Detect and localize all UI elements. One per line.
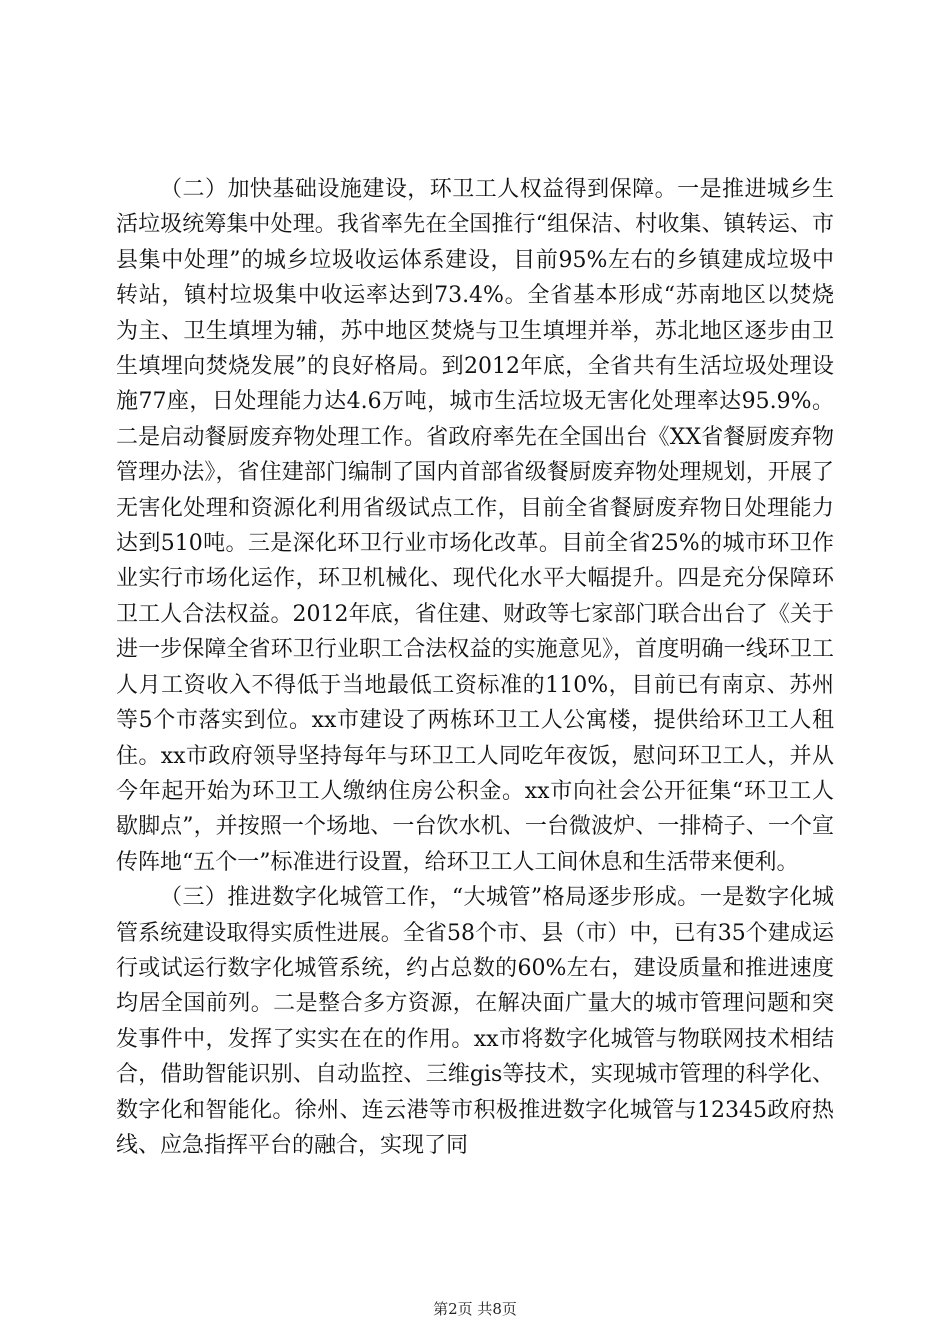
paragraph-section-two: （二）加快基础设施建设，环卫工人权益得到保障。一是推进城乡生活垃圾统筹集中处理。我省率先在全国推行“组保洁、村收集、镇转运、市县集中处理”的城乡垃圾收运体系建设，目前95%左右的乡镇建成垃圾中转站，镇村垃圾集中收运率达到73.4%。全省基本形成“苏南地区以焚烧为主、卫生填埋为辅，苏中地区焚烧与卫生填埋并举，苏北地区逐步由卫生填埋向焚烧发展”的良好格局。到2012年底，全省共有生活垃圾处理设施77座，日处理能力达4.6万吨，城市生活垃圾无害化处理率达95.9%。二是启动餐厨废弃物处理工作。省政府率先在全国出台《XX省餐厨废弃物管理办法》，省住建部门编制了国内首部省级餐厨废弃物处理规划，开展了无害化处理和资源化利用省级试点工作，目前全省餐厨废弃物日处理能力达到510吨。三是深化环卫行业市场化改革。目前全省25%的城市环卫作业实行市场化运作，环卫机械化、现代化水平大幅提升。四是充分保障环卫工人合法权益。2012年底，省住建、财政等七家部门联合出台了《关于进一步保障全省环卫行业职工合法权益的实施意见》，首度明确一线环卫工人月工资收入不得低于当地最低工资标准的110%，目前已有南京、苏州等5个市落实到位。xx市建设了两栋环卫工人公寓楼，提供给环卫工人租住。xx市政府领导坚持每年与环卫工人同吃年夜饭，慰问环卫工人，并从今年起开始为环卫工人缴纳住房公积金。xx市向社会公开征集“环卫工人歇脚点”，并按照一个场地、一台饮水机、一台微波炉、一排椅子、一个宣传阵地“五个一”标准进行设置，给环卫工人工间休息和生活带来便利。 [116,177,834,875]
body-text [116,172,834,1163]
paragraph-section-three: （三）推进数字化城管工作，“大城管”格局逐步形成。一是数字化城管系统建设取得实质性进展。全省58个市、县（市）中，已有35个建成运行或试运行数字化城管系统，约占总数的60%左右，建设质量和推进速度均居全国前列。二是整合多方资源，在解决面广量大的城市管理问题和突发事件中，发挥了实实在在的作用。xx市将数字化城管与物联网技术相结合，借助智能识别、自动监控、三维gis等技术，实现城市管理的科学化、数字化和智能化。徐州、连云港等市积极推进数字化城管与12345政府热线、应急指挥平台的融合，实现了同 [116,885,834,1158]
page-footer: 第2页 共8页 [433,1300,517,1318]
